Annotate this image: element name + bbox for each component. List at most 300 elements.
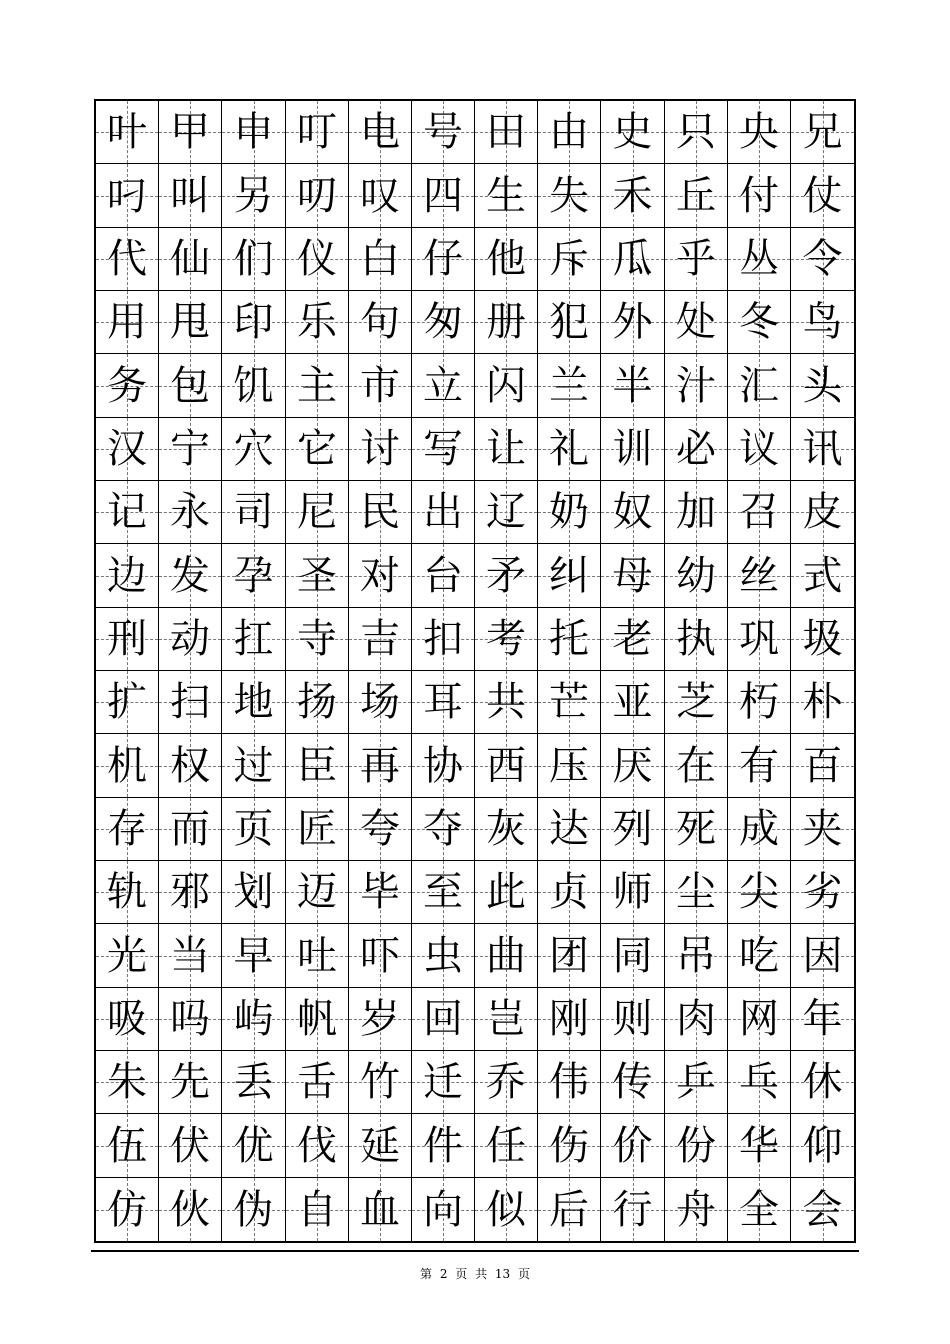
practice-character: 仰: [802, 1122, 843, 1169]
practice-character: 而: [170, 806, 210, 852]
practice-character: 丢: [233, 1059, 274, 1105]
grid-cell: [159, 988, 222, 1051]
practice-character: 灰: [486, 806, 526, 852]
practice-character: 有: [739, 742, 779, 789]
practice-character: 权: [170, 742, 210, 789]
practice-character: 头: [802, 362, 843, 409]
grid-cell: [412, 924, 475, 988]
practice-character: 孕: [233, 552, 274, 599]
grid-cell: [601, 354, 665, 418]
grid-cell: [538, 164, 601, 228]
practice-character: 则: [612, 996, 653, 1042]
grid-cell: [222, 861, 286, 924]
grid-cell: [222, 734, 286, 798]
practice-character: 饥: [233, 362, 274, 409]
grid-cell: [349, 671, 412, 734]
grid-cell: [791, 924, 854, 988]
grid-cell: [286, 418, 349, 481]
practice-character: 毕: [360, 869, 400, 915]
grid-cell: [791, 544, 854, 608]
grid-cell: [412, 988, 475, 1051]
grid-cell: [665, 988, 728, 1051]
practice-character: 团: [549, 932, 589, 979]
grid-cell: [538, 798, 601, 861]
grid-cell: [728, 544, 791, 608]
grid-cell: [791, 861, 854, 924]
grid-cell: [601, 1114, 665, 1178]
grid-cell: [349, 988, 412, 1051]
practice-character: 过: [233, 742, 274, 789]
grid-cell: [665, 481, 728, 544]
grid-cell: [665, 608, 728, 671]
grid-cell: [538, 418, 601, 481]
practice-character: 匆: [423, 299, 463, 345]
practice-character: 叮: [297, 109, 337, 155]
practice-character: 此: [486, 869, 526, 915]
practice-character: 列: [612, 806, 653, 852]
grid-cell: [791, 1114, 854, 1178]
practice-character: 仪: [297, 236, 337, 282]
grid-cell: [665, 924, 728, 988]
grid-cell: [412, 354, 475, 418]
practice-character: 母: [612, 552, 653, 599]
practice-character: 代: [107, 236, 147, 282]
practice-character: 史: [612, 109, 653, 155]
grid-cell: [159, 544, 222, 608]
grid-cell: [96, 734, 159, 798]
practice-character: 令: [802, 236, 843, 282]
grid-cell: [475, 734, 538, 798]
practice-character: 由: [549, 109, 589, 155]
practice-character: 年: [802, 996, 843, 1042]
grid-cell: [349, 164, 412, 228]
grid-cell: [791, 1051, 854, 1114]
practice-character: 再: [360, 742, 400, 789]
grid-cell: [665, 544, 728, 608]
grid-cell: [728, 1178, 791, 1241]
practice-character: 刑: [107, 616, 147, 662]
grid-cell: [412, 544, 475, 608]
practice-character: 芒: [549, 679, 589, 725]
grid-cell: [222, 671, 286, 734]
grid-cell: [286, 228, 349, 291]
grid-cell: [349, 798, 412, 861]
practice-character: 朽: [739, 679, 779, 725]
practice-character: 仗: [802, 172, 843, 219]
practice-character: 扣: [423, 616, 463, 662]
grid-cell: [728, 101, 791, 164]
grid-cell: [222, 544, 286, 608]
practice-character: 仙: [170, 236, 210, 282]
grid-cell: [601, 418, 665, 481]
practice-character: 休: [802, 1059, 843, 1105]
grid-cell: [286, 354, 349, 418]
grid-cell: [222, 101, 286, 164]
practice-character: 冬: [739, 299, 779, 345]
practice-character: 兄: [802, 109, 843, 155]
practice-character: 份: [676, 1122, 716, 1169]
practice-character: 务: [107, 362, 147, 409]
grid-cell: [475, 798, 538, 861]
grid-cell: [286, 671, 349, 734]
grid-cell: [96, 1051, 159, 1114]
grid-cell: [601, 861, 665, 924]
grid-cell: [222, 418, 286, 481]
grid-cell: [728, 608, 791, 671]
practice-character: 伙: [170, 1186, 210, 1233]
grid-cell: [538, 1051, 601, 1114]
grid-cell: [538, 734, 601, 798]
practice-character: 包: [170, 362, 210, 409]
practice-character: 失: [549, 172, 589, 219]
grid-cell: [665, 1114, 728, 1178]
grid-cell: [728, 924, 791, 988]
grid-cell: [538, 671, 601, 734]
grid-cell: [665, 1178, 728, 1241]
grid-cell: [475, 291, 538, 354]
practice-character: 机: [107, 742, 147, 789]
practice-character: 岂: [486, 996, 526, 1042]
practice-character: 穴: [233, 426, 274, 472]
practice-character: 外: [612, 299, 653, 345]
practice-character: 尖: [739, 869, 779, 915]
practice-character: 朴: [802, 679, 843, 725]
practice-character: 让: [486, 426, 526, 472]
practice-character: 辽: [486, 489, 526, 535]
practice-character: 划: [233, 869, 274, 915]
practice-character: 半: [612, 362, 653, 409]
grid-cell: [728, 1114, 791, 1178]
grid-cell: [222, 481, 286, 544]
practice-character: 圾: [802, 616, 843, 662]
practice-character: 价: [612, 1122, 653, 1169]
grid-cell: [475, 861, 538, 924]
practice-character: 迈: [297, 869, 337, 915]
practice-character: 用: [107, 299, 147, 345]
grid-cell: [538, 101, 601, 164]
practice-character: 百: [802, 742, 843, 789]
practice-character: 号: [423, 109, 463, 155]
practice-character: 场: [360, 679, 400, 725]
grid-cell: [222, 608, 286, 671]
practice-character: 仿: [107, 1186, 147, 1233]
grid-cell: [601, 228, 665, 291]
practice-character: 叫: [170, 172, 210, 219]
practice-character: 训: [612, 426, 653, 472]
grid-cell: [96, 164, 159, 228]
practice-character: 竹: [360, 1059, 400, 1105]
practice-character: 扛: [233, 616, 274, 662]
practice-character: 电: [360, 109, 400, 155]
practice-character: 同: [612, 932, 653, 979]
practice-character: 吊: [676, 932, 716, 979]
practice-character: 永: [170, 489, 210, 535]
grid-cell: [791, 164, 854, 228]
grid-cell: [728, 418, 791, 481]
grid-cell: [728, 291, 791, 354]
grid-cell: [665, 291, 728, 354]
grid-cell: [475, 988, 538, 1051]
practice-character: 轨: [107, 869, 147, 915]
grid-cell: [349, 861, 412, 924]
practice-character: 会: [802, 1186, 843, 1233]
practice-character: 达: [549, 806, 589, 852]
grid-cell: [159, 671, 222, 734]
practice-character: 召: [739, 489, 779, 535]
grid-cell: [601, 291, 665, 354]
practice-character: 压: [549, 742, 589, 789]
practice-character: 印: [233, 299, 274, 345]
practice-character: 向: [423, 1186, 463, 1233]
grid-cell: [412, 734, 475, 798]
practice-character: 存: [107, 806, 147, 852]
practice-character: 因: [802, 932, 843, 979]
grid-cell: [412, 1051, 475, 1114]
grid-cell: [96, 291, 159, 354]
practice-character: 兰: [549, 362, 589, 409]
practice-character: 必: [676, 426, 716, 472]
practice-character: 似: [486, 1186, 526, 1233]
grid-cell: [159, 798, 222, 861]
practice-character: 臣: [297, 742, 337, 789]
grid-cell: [286, 924, 349, 988]
practice-character: 乔: [486, 1059, 526, 1105]
grid-cell: [286, 1114, 349, 1178]
grid-cell: [791, 481, 854, 544]
grid-cell: [791, 734, 854, 798]
practice-character: 伐: [297, 1122, 337, 1169]
practice-character: 汇: [739, 362, 779, 409]
grid-cell: [475, 1114, 538, 1178]
practice-character: 讯: [802, 426, 843, 472]
practice-character: 仔: [423, 236, 463, 282]
practice-character: 四: [423, 172, 463, 219]
practice-character: 行: [612, 1186, 653, 1233]
grid-cell: [286, 544, 349, 608]
grid-cell: [475, 1178, 538, 1241]
practice-character: 虫: [423, 932, 463, 979]
practice-character: 乒: [676, 1059, 716, 1105]
grid-cell: [728, 228, 791, 291]
practice-character: 匠: [297, 806, 337, 852]
practice-character: 老: [612, 616, 653, 662]
grid-cell: [222, 1178, 286, 1241]
practice-character: 死: [676, 806, 716, 852]
grid-cell: [349, 924, 412, 988]
grid-cell: [538, 228, 601, 291]
practice-character: 舌: [297, 1059, 337, 1105]
practice-character: 皮: [802, 489, 843, 535]
grid-cell: [159, 734, 222, 798]
grid-cell: [791, 418, 854, 481]
practice-character: 叶: [107, 109, 147, 155]
grid-cell: [665, 101, 728, 164]
practice-character: 发: [170, 552, 210, 599]
practice-character: 句: [360, 299, 400, 345]
grid-cell: [96, 418, 159, 481]
grid-cell: [412, 861, 475, 924]
practice-character: 田: [486, 109, 526, 155]
practice-character: 师: [612, 869, 653, 915]
grid-cell: [159, 608, 222, 671]
grid-cell: [96, 354, 159, 418]
grid-cell: [475, 228, 538, 291]
practice-character: 件: [423, 1122, 463, 1169]
practice-character: 协: [423, 742, 463, 789]
practice-character: 自: [297, 1186, 337, 1233]
practice-character: 市: [360, 362, 400, 409]
grid-cell: [791, 291, 854, 354]
grid-cell: [286, 734, 349, 798]
grid-cell: [791, 671, 854, 734]
grid-cell: [96, 798, 159, 861]
grid-cell: [791, 988, 854, 1051]
practice-character: 伍: [107, 1122, 147, 1169]
practice-character: 吓: [360, 932, 400, 979]
practice-character: 扩: [107, 679, 147, 725]
practice-character: 朱: [107, 1059, 147, 1105]
practice-grid-frame: [94, 99, 856, 1243]
grid-cell: [475, 1051, 538, 1114]
grid-cell: [96, 671, 159, 734]
grid-cell: [728, 861, 791, 924]
practice-character: 吐: [297, 932, 337, 979]
grid-cell: [475, 481, 538, 544]
grid-cell: [475, 671, 538, 734]
grid-cell: [159, 861, 222, 924]
practice-character: 西: [486, 742, 526, 789]
practice-character: 劣: [802, 869, 843, 915]
practice-character: 处: [676, 299, 716, 345]
grid-cell: [349, 354, 412, 418]
practice-character: 甩: [170, 299, 210, 345]
grid-cell: [222, 354, 286, 418]
grid-cell: [601, 101, 665, 164]
grid-cell: [96, 228, 159, 291]
practice-character: 叨: [297, 172, 337, 219]
practice-character: 耳: [423, 679, 463, 725]
practice-character: 吸: [107, 996, 147, 1042]
grid-cell: [601, 164, 665, 228]
grid-cell: [96, 101, 159, 164]
grid-cell: [286, 1178, 349, 1241]
grid-cell: [538, 1178, 601, 1241]
practice-character: 血: [360, 1186, 400, 1233]
grid-cell: [601, 1178, 665, 1241]
grid-cell: [412, 164, 475, 228]
practice-character: 伏: [170, 1122, 210, 1169]
practice-character: 刚: [549, 996, 589, 1042]
grid-cell: [601, 924, 665, 988]
practice-character: 乎: [676, 236, 716, 282]
grid-cell: [728, 734, 791, 798]
grid-cell: [286, 481, 349, 544]
grid-cell: [665, 1051, 728, 1114]
practice-character: 申: [233, 109, 274, 155]
grid-cell: [96, 544, 159, 608]
grid-cell: [159, 291, 222, 354]
practice-character: 纠: [549, 552, 589, 599]
practice-character: 曲: [486, 932, 526, 979]
grid-cell: [728, 1051, 791, 1114]
grid-cell: [601, 544, 665, 608]
page-footer: 第 2 页 共 13 页: [420, 1267, 530, 1281]
practice-character: 执: [676, 616, 716, 662]
practice-character: 付: [739, 172, 779, 219]
practice-character: 亚: [612, 679, 653, 725]
grid-cell: [412, 228, 475, 291]
grid-cell: [665, 861, 728, 924]
practice-character: 尘: [676, 869, 716, 915]
grid-cell: [412, 671, 475, 734]
practice-character: 汉: [107, 426, 147, 472]
practice-character: 芝: [676, 679, 716, 725]
grid-cell: [665, 798, 728, 861]
practice-character: 乐: [297, 299, 337, 345]
grid-cell: [96, 861, 159, 924]
practice-character: 尼: [297, 489, 337, 535]
practice-character: 册: [486, 299, 526, 345]
grid-cell: [601, 481, 665, 544]
grid-cell: [475, 608, 538, 671]
practice-character: 后: [549, 1186, 589, 1233]
practice-character: 伪: [233, 1186, 274, 1233]
grid-cell: [538, 988, 601, 1051]
grid-cell: [349, 1178, 412, 1241]
grid-cell: [412, 1114, 475, 1178]
grid-cell: [159, 354, 222, 418]
grid-cell: [159, 164, 222, 228]
grid-cell: [159, 1051, 222, 1114]
practice-character: 叹: [360, 172, 400, 219]
grid-cell: [349, 544, 412, 608]
practice-character: 丘: [676, 172, 716, 219]
practice-character: 夹: [802, 806, 843, 852]
grid-cell: [475, 418, 538, 481]
practice-character: 犯: [549, 299, 589, 345]
practice-character: 圣: [297, 552, 337, 599]
practice-character: 奶: [549, 489, 589, 535]
grid-cell: [222, 988, 286, 1051]
grid-cell: [538, 1114, 601, 1178]
footer-rule: [91, 1250, 859, 1252]
practice-character: 扫: [170, 679, 210, 725]
practice-character: 边: [107, 552, 147, 599]
practice-character: 页: [233, 806, 274, 852]
practice-character: 民: [360, 489, 400, 535]
practice-character: 央: [739, 109, 779, 155]
grid-cell: [159, 228, 222, 291]
grid-cell: [601, 988, 665, 1051]
practice-character: 当: [170, 932, 210, 979]
grid-cell: [665, 418, 728, 481]
practice-character: 丛: [739, 236, 779, 282]
practice-character: 动: [170, 616, 210, 662]
grid-cell: [96, 988, 159, 1051]
grid-cell: [538, 354, 601, 418]
grid-cell: [222, 291, 286, 354]
practice-character: 肉: [676, 996, 716, 1042]
practice-character: 宁: [170, 426, 210, 472]
grid-cell: [538, 924, 601, 988]
practice-character: 他: [486, 236, 526, 282]
practice-character: 写: [423, 426, 463, 472]
grid-cell: [538, 861, 601, 924]
grid-cell: [286, 291, 349, 354]
practice-character: 鸟: [802, 299, 843, 345]
grid-cell: [286, 101, 349, 164]
practice-character: 任: [486, 1122, 526, 1169]
